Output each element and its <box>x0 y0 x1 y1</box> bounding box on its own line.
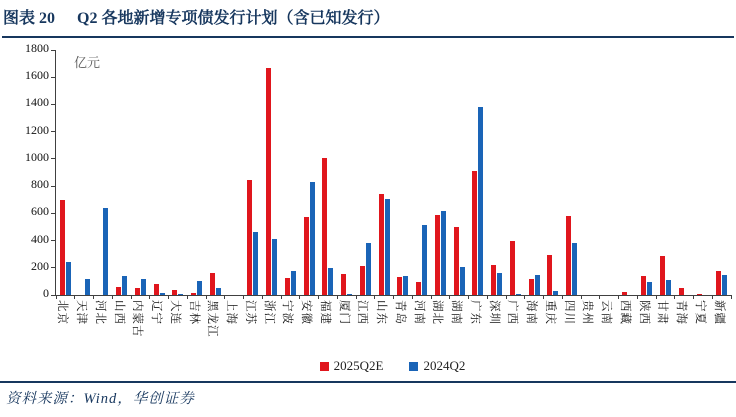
x-tick-mark <box>487 295 488 299</box>
figure-title: Q2 各地新增专项债发行计划（含已知发行） <box>77 10 390 27</box>
bar-2024q2 <box>478 107 483 296</box>
bar-2025q2e <box>360 266 365 295</box>
x-tick-mark <box>693 295 694 299</box>
x-category-label: 青海 <box>675 300 688 325</box>
y-tick-mark <box>51 240 56 241</box>
x-tick-mark <box>637 295 638 299</box>
x-category-label: 大连 <box>168 300 181 325</box>
y-tick-mark <box>51 104 56 105</box>
y-tick-mark <box>51 77 56 78</box>
bar-2024q2 <box>572 243 577 295</box>
x-category-label: 新疆 <box>712 300 725 325</box>
x-category-label: 广西 <box>506 300 519 325</box>
x-tick-mark <box>224 295 225 299</box>
x-category-label: 湖南 <box>450 300 463 325</box>
x-category-label: 安徽 <box>300 300 313 325</box>
x-tick-mark <box>337 295 338 299</box>
bar-2025q2e <box>435 215 440 295</box>
bar-2024q2 <box>366 243 371 295</box>
y-tick-label: 1000 <box>25 149 49 164</box>
bar-2025q2e <box>379 194 384 295</box>
bar-2025q2e <box>622 292 627 295</box>
y-tick-label: 400 <box>31 231 49 246</box>
x-category-label: 宁夏 <box>693 300 706 325</box>
x-tick-mark <box>74 295 75 299</box>
x-tick-mark <box>618 295 619 299</box>
x-category-label: 山西 <box>112 300 125 325</box>
x-category-label: 西藏 <box>618 300 631 325</box>
x-tick-mark <box>56 295 57 299</box>
x-category-label: 山东 <box>375 300 388 325</box>
bar-2025q2e <box>641 276 646 295</box>
bar-2024q2 <box>497 273 502 295</box>
bar-2025q2e <box>679 288 684 295</box>
bar-2025q2e <box>529 279 534 295</box>
x-category-label: 河北 <box>93 300 106 325</box>
x-tick-mark <box>243 295 244 299</box>
x-category-label: 宁波 <box>281 300 294 325</box>
bar-2024q2 <box>535 275 540 295</box>
y-tick-mark <box>51 158 56 159</box>
bar-2024q2 <box>141 279 146 295</box>
x-tick-mark <box>524 295 525 299</box>
bar-2025q2e <box>172 290 177 295</box>
bar-2024q2 <box>216 288 221 295</box>
y-tick-label: 0 <box>43 286 49 300</box>
legend-label-2025q2e: 2025Q2E <box>333 358 384 373</box>
x-category-label: 云南 <box>600 300 613 325</box>
x-tick-mark <box>656 295 657 299</box>
bar-2024q2 <box>178 294 183 295</box>
bar-2024q2 <box>460 267 465 295</box>
x-category-label: 贵州 <box>581 300 594 325</box>
bar-2024q2 <box>66 262 71 295</box>
figure-header <box>3 5 733 28</box>
x-category-label: 陕西 <box>637 300 650 325</box>
y-tick-mark <box>51 213 56 214</box>
bar-2025q2e <box>510 241 515 295</box>
y-axis-unit-label: 亿元 <box>74 55 101 70</box>
x-tick-mark <box>393 295 394 299</box>
y-tick-label: 800 <box>31 177 49 192</box>
x-tick-mark <box>131 295 132 299</box>
bar-2025q2e <box>247 180 252 295</box>
x-category-label: 福建 <box>318 300 331 325</box>
y-tick-label: 600 <box>31 204 49 219</box>
y-tick-label: 1400 <box>25 95 49 110</box>
bar-2024q2 <box>722 275 727 295</box>
x-category-label: 海南 <box>525 300 538 325</box>
y-tick-mark <box>51 267 56 268</box>
legend-swatch-blue <box>409 362 418 371</box>
y-tick-mark <box>51 186 56 187</box>
y-tick-label: 200 <box>31 258 49 273</box>
y-tick-mark <box>51 131 56 132</box>
x-category-label: 广东 <box>468 300 481 325</box>
bar-2025q2e <box>266 68 271 295</box>
bar-2025q2e <box>154 284 159 295</box>
x-tick-mark <box>506 295 507 299</box>
bar-2024q2 <box>441 211 446 295</box>
bar-2024q2 <box>666 280 671 295</box>
bar-2025q2e <box>491 265 496 295</box>
bar-2024q2 <box>422 225 427 295</box>
x-tick-mark <box>187 295 188 299</box>
x-tick-mark <box>543 295 544 299</box>
bar-2025q2e <box>716 271 721 296</box>
bar-2024q2 <box>160 293 165 295</box>
chart-legend <box>55 358 730 374</box>
x-tick-mark <box>431 295 432 299</box>
source-note: 资料来源：Wind，华创证券 <box>6 391 195 407</box>
x-tick-mark <box>206 295 207 299</box>
bar-2024q2 <box>385 199 390 295</box>
x-category-label: 黑龙江 <box>206 300 219 338</box>
x-tick-mark <box>731 295 732 299</box>
x-category-label: 深圳 <box>487 300 500 325</box>
x-category-label: 湖北 <box>431 300 444 325</box>
x-category-label: 青岛 <box>393 300 406 325</box>
bar-2024q2 <box>103 208 108 295</box>
legend-label-2024q2: 2024Q2 <box>423 358 466 373</box>
bar-2025q2e <box>341 274 346 295</box>
bar-2025q2e <box>547 255 552 295</box>
x-category-label: 天津 <box>75 300 88 325</box>
x-tick-mark <box>468 295 469 299</box>
bar-2024q2 <box>85 279 90 295</box>
bar-2025q2e <box>210 273 215 295</box>
x-category-label: 江苏 <box>243 300 256 325</box>
bar-2024q2 <box>403 276 408 295</box>
x-tick-mark <box>581 295 582 299</box>
footer-divider <box>0 381 736 383</box>
bar-2024q2 <box>253 232 258 295</box>
bar-2025q2e <box>285 278 290 295</box>
bar-2024q2 <box>647 282 652 295</box>
x-tick-mark <box>712 295 713 299</box>
bar-2024q2 <box>347 294 352 295</box>
legend-item-2024q2 <box>409 358 465 374</box>
bar-2025q2e <box>472 171 477 295</box>
x-category-label: 辽宁 <box>150 300 163 325</box>
bar-2024q2 <box>310 182 315 295</box>
x-tick-mark <box>93 295 94 299</box>
bar-2025q2e <box>416 282 421 295</box>
bar-2025q2e <box>116 287 121 295</box>
y-tick-mark <box>51 50 56 51</box>
x-category-label: 江西 <box>356 300 369 325</box>
x-category-label: 浙江 <box>262 300 275 325</box>
bar-2024q2 <box>122 276 127 295</box>
plot-area <box>25 41 731 338</box>
legend-swatch-red <box>320 362 329 371</box>
x-tick-mark <box>262 295 263 299</box>
bar-2025q2e <box>322 158 327 295</box>
x-tick-mark <box>599 295 600 299</box>
x-tick-mark <box>356 295 357 299</box>
x-tick-mark <box>674 295 675 299</box>
bar-2025q2e <box>397 277 402 295</box>
title-divider <box>2 36 734 38</box>
x-category-label: 河南 <box>412 300 425 325</box>
x-tick-mark <box>449 295 450 299</box>
x-tick-mark <box>318 295 319 299</box>
bar-2024q2 <box>197 281 202 295</box>
y-tick-label: 1600 <box>25 68 49 83</box>
bar-2025q2e <box>135 288 140 295</box>
bar-2024q2 <box>328 268 333 295</box>
x-category-label: 重庆 <box>543 300 556 325</box>
x-category-label: 四川 <box>562 300 575 325</box>
bar-2024q2 <box>516 294 521 295</box>
x-category-label: 厦门 <box>337 300 350 325</box>
x-tick-mark <box>299 295 300 299</box>
y-tick-label: 1800 <box>25 41 49 55</box>
x-category-label: 甘肃 <box>656 300 669 325</box>
x-category-label: 上海 <box>225 300 238 325</box>
bar-2024q2 <box>291 271 296 296</box>
x-category-label: 内蒙古 <box>131 300 144 338</box>
bar-2025q2e <box>60 200 65 295</box>
legend-item-2025q2e <box>320 358 384 374</box>
bar-2025q2e <box>660 256 665 295</box>
x-tick-mark <box>149 295 150 299</box>
bar-2024q2 <box>272 239 277 295</box>
x-tick-mark <box>168 295 169 299</box>
x-tick-mark <box>281 295 282 299</box>
figure-number-label: 图表 20 <box>3 10 56 27</box>
x-tick-mark <box>412 295 413 299</box>
bar-2025q2e <box>304 217 309 295</box>
bar-2024q2 <box>553 291 558 295</box>
y-tick-label: 1200 <box>25 122 49 137</box>
x-category-label: 吉林 <box>187 300 200 325</box>
x-tick-mark <box>562 295 563 299</box>
x-tick-mark <box>112 295 113 299</box>
x-tick-mark <box>374 295 375 299</box>
bar-2025q2e <box>191 293 196 295</box>
bar-2025q2e <box>566 216 571 295</box>
x-category-label: 北京 <box>56 300 69 325</box>
bar-2025q2e <box>454 227 459 295</box>
bar-2025q2e <box>697 294 702 295</box>
